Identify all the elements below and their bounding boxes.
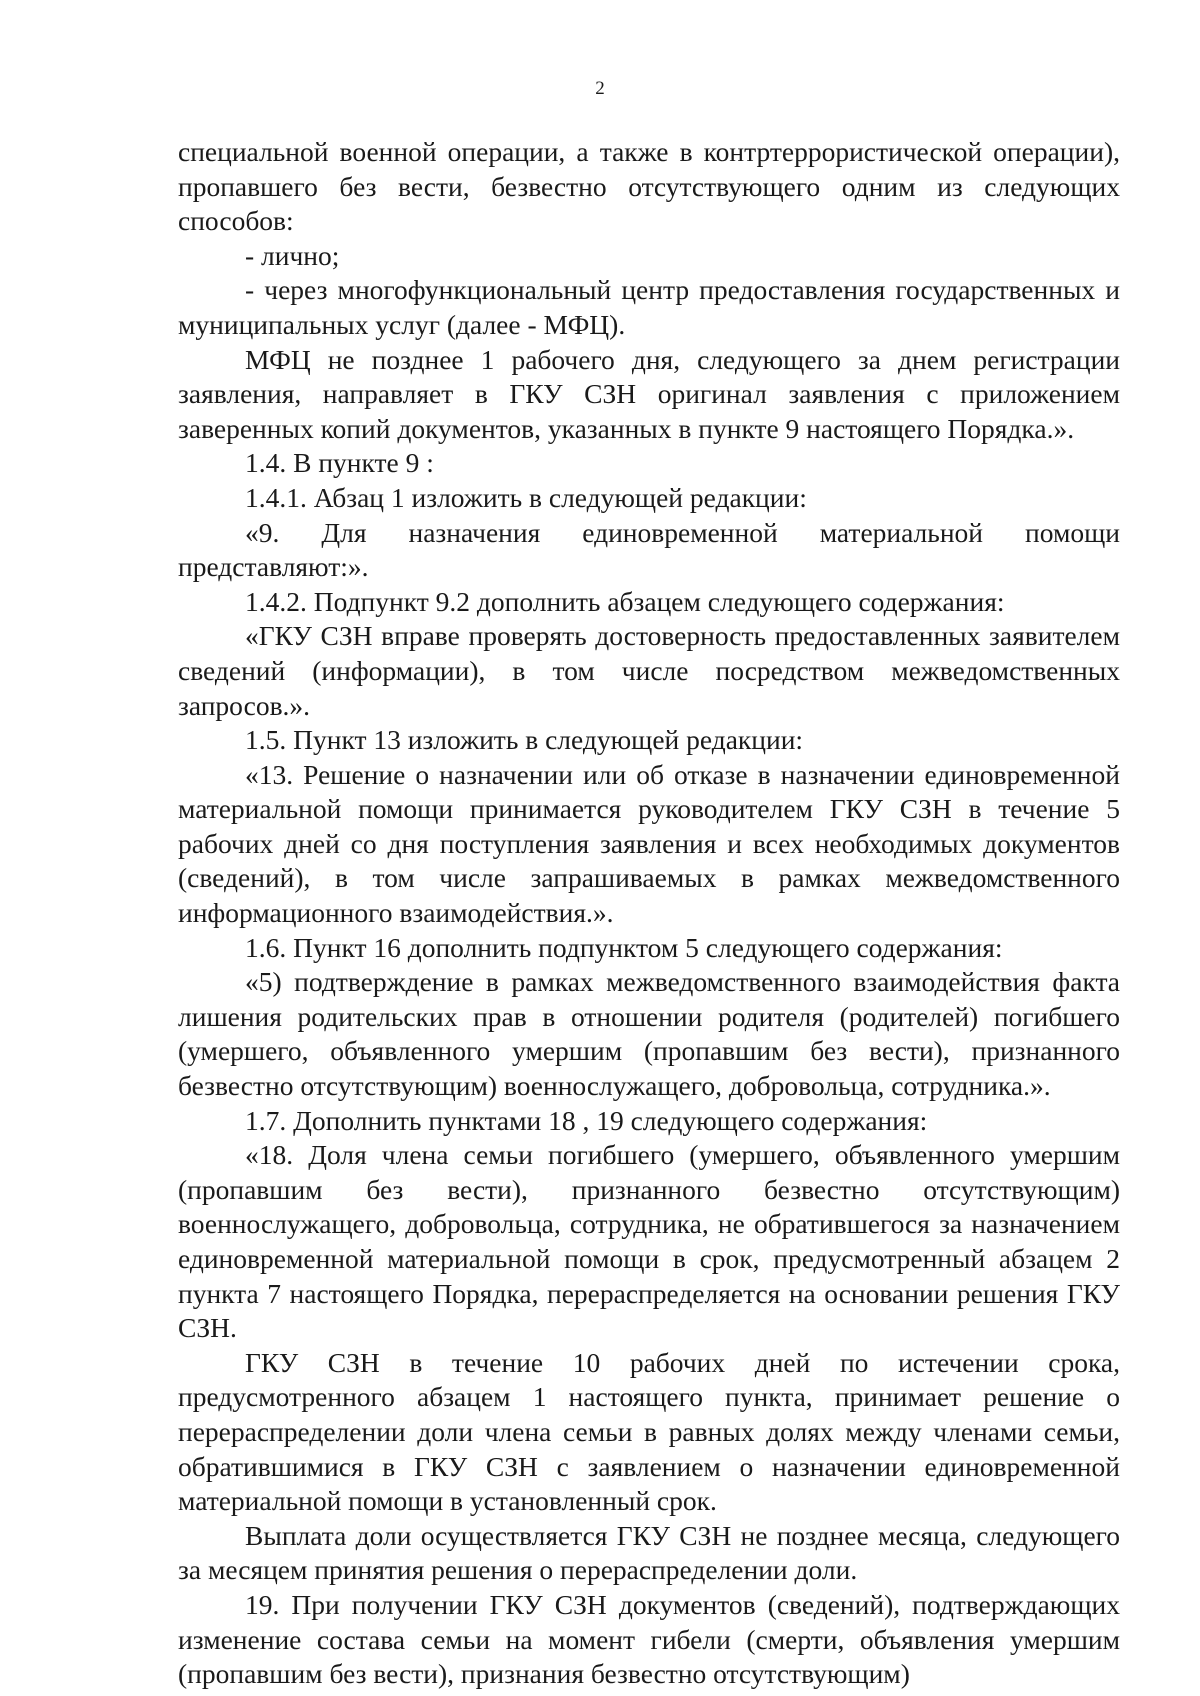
clause-1-4-1: 1.4.1. Абзац 1 изложить в следующей редакции:	[245, 481, 807, 513]
document-body	[178, 135, 1120, 1692]
paragraph-payment-deadline: Выплата доли осуществляется ГКУ СЗН не позднее месяца, следующего за месяцем принятия решения о перераспределении доли.	[178, 1519, 1120, 1586]
quoted-paragraph-9: «9. Для назначения единовременной материальной помощи представляют:».	[178, 516, 1120, 583]
quoted-verification-paragraph: «ГКУ СЗН вправе проверять достоверность предоставленных заявителем сведений (информации), в том числе посредством межведомственных запросов.».	[178, 620, 1120, 721]
quoted-paragraph-13: «13. Решение о назначении или об отказе в назначении единовременной материальной помощи принимается руководителем ГКУ СЗН в течение 5 рабочих дней со дня поступления заявления и всех необходимых документов (сведений), в том числе запрашиваемых в рамках межведомственного информационного взаимодействия.».	[178, 758, 1120, 929]
quoted-paragraph-18: «18. Доля члена семьи погибшего (умершего, объявленного умершим (пропавшим без вести), признанного безвестно отсутствующим) военнослужащего, добровольца, сотрудника, не обратившегося за назначением единовременной материальной помощи в срок, предусмотренный абзацем 2 пункта 7 настоящего Порядка, перераспределяется на основании решения ГКУ СЗН.	[178, 1139, 1120, 1344]
clause-1-5: 1.5. Пункт 13 изложить в следующей редакции:	[245, 724, 804, 756]
paragraph-continuation: специальной военной операции, а также в контртеррористической операции), пропавшего без вести, безвестно отсутствующего одним из следующих способов:	[178, 136, 1120, 237]
paragraph-mfc-deadline: МФЦ не позднее 1 рабочего дня, следующего за днем регистрации заявления, направляет в ГКУ СЗН оригинал заявления с приложением заверенных копий документов, указанных в пункте 9 настоящего Порядка.».	[178, 343, 1120, 444]
clause-1-7: 1.7. Дополнить пунктами 18 , 19 следующего содержания:	[245, 1104, 928, 1136]
page-number: 2	[595, 78, 605, 99]
clause-1-4: 1.4. В пункте 9 :	[245, 447, 434, 479]
paragraph-19: 19. При получении ГКУ СЗН документов (сведений), подтверждающих изменение состава семьи на момент гибели (смерти, объявления умершим (пропавшим без вести), признания безвестно отсутствующим)	[178, 1588, 1120, 1690]
list-item-mfc: - через многофункциональный центр предоставления государственных и муниципальных услуг (далее - МФЦ).	[178, 274, 1120, 340]
list-item-in-person: - лично;	[245, 239, 340, 271]
clause-1-6: 1.6. Пункт 16 дополнить подпунктом 5 следующего содержания:	[245, 931, 1003, 963]
paragraph-redistribution-decision: ГКУ СЗН в течение 10 рабочих дней по истечении срока, предусмотренного абзацем 1 настоящего пункта, принимает решение о перераспределении доли члена семьи в равных долях между членами семьи, обратившимися в ГКУ СЗН с заявлением о назначении единовременной материальной помощи в установленный срок.	[178, 1346, 1120, 1517]
clause-1-4-2: 1.4.2. Подпункт 9.2 дополнить абзацем следующего содержания:	[245, 585, 1005, 617]
quoted-subparagraph-5: «5) подтверждение в рамках межведомственного взаимодействия факта лишения родительских прав в отношении родителя (родителей) погибшего (умершего, объявленного умершим (пропавшим без вести), признанного безвестно отсутствующим) военнослужащего, добровольца, сотрудника.».	[178, 966, 1120, 1102]
